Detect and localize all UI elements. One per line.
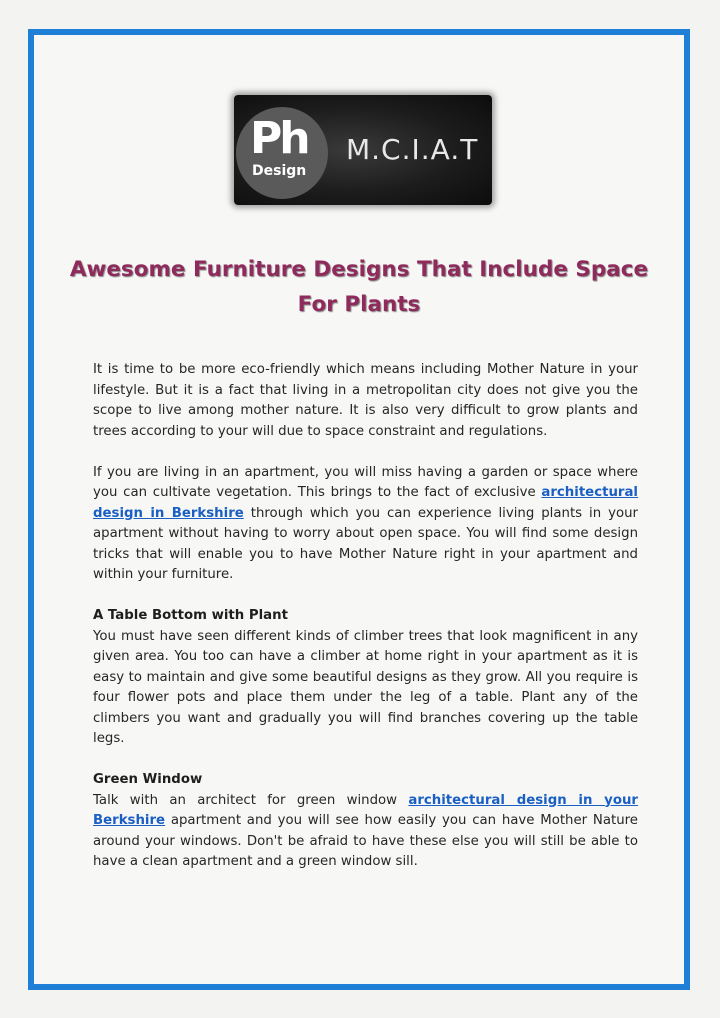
section-heading: Green Window xyxy=(93,772,203,787)
second-paragraph xyxy=(93,463,638,586)
logo-circle xyxy=(236,107,328,199)
logo-subtitle: Design xyxy=(252,163,307,179)
architectural-design-berkshire-link[interactable]: architectural design in your Berkshire xyxy=(93,792,638,828)
section-paragraph xyxy=(93,791,638,873)
section-paragraph: You must have seen different kinds of climber trees that look magnificent in any given area. You too can have a climber at home right in your apartment as it is easy to maintain and give some beautiful designs as they grow. All you require is four flower pots and place them under the leg of a table. Plant any of the climbers you want and gradually you will find branches covering up the table legs. xyxy=(93,628,638,746)
section-green-window xyxy=(93,770,638,873)
paragraph-text: apartment and you will see how easily you can have Mother Nature around your windows. Don't be afraid to have these else you will still be able to have a clean apartment and a green window sill. xyxy=(93,813,638,869)
company-logo xyxy=(234,95,492,205)
paragraph-text: If you are living in an apartment, you will miss having a garden or space where you can cultivate vegetation. This brings to the fact of exclusive xyxy=(93,464,638,500)
article-body xyxy=(93,360,638,893)
paragraph-text: through which you can experience living plants in your apartment without having to worry about open space. You will find some design tricks that will enable you to have Mother Nature right in your apartment and within your furniture. xyxy=(93,505,639,582)
section-table-bottom xyxy=(93,606,638,750)
logo-monogram: Ph xyxy=(250,113,308,164)
paragraph-text: Talk with an architect for green window xyxy=(93,792,409,808)
logo-brand-name: M.C.I.A.T xyxy=(346,133,479,166)
page-title: Awesome Furniture Designs That Include Space For Plants xyxy=(69,257,649,317)
page-frame xyxy=(28,29,690,990)
architectural-design-link[interactable]: architectural design in Berkshire xyxy=(93,485,638,521)
intro-paragraph: It is time to be more eco-friendly which means including Mother Nature in your lifestyle. But it is a fact that living in a metropolitan city does not give you the scope to live among mother nature. It is also very difficult to grow plants and trees according to your will due to space constraint and regulations. xyxy=(93,362,638,439)
section-heading: A Table Bottom with Plant xyxy=(93,608,288,623)
